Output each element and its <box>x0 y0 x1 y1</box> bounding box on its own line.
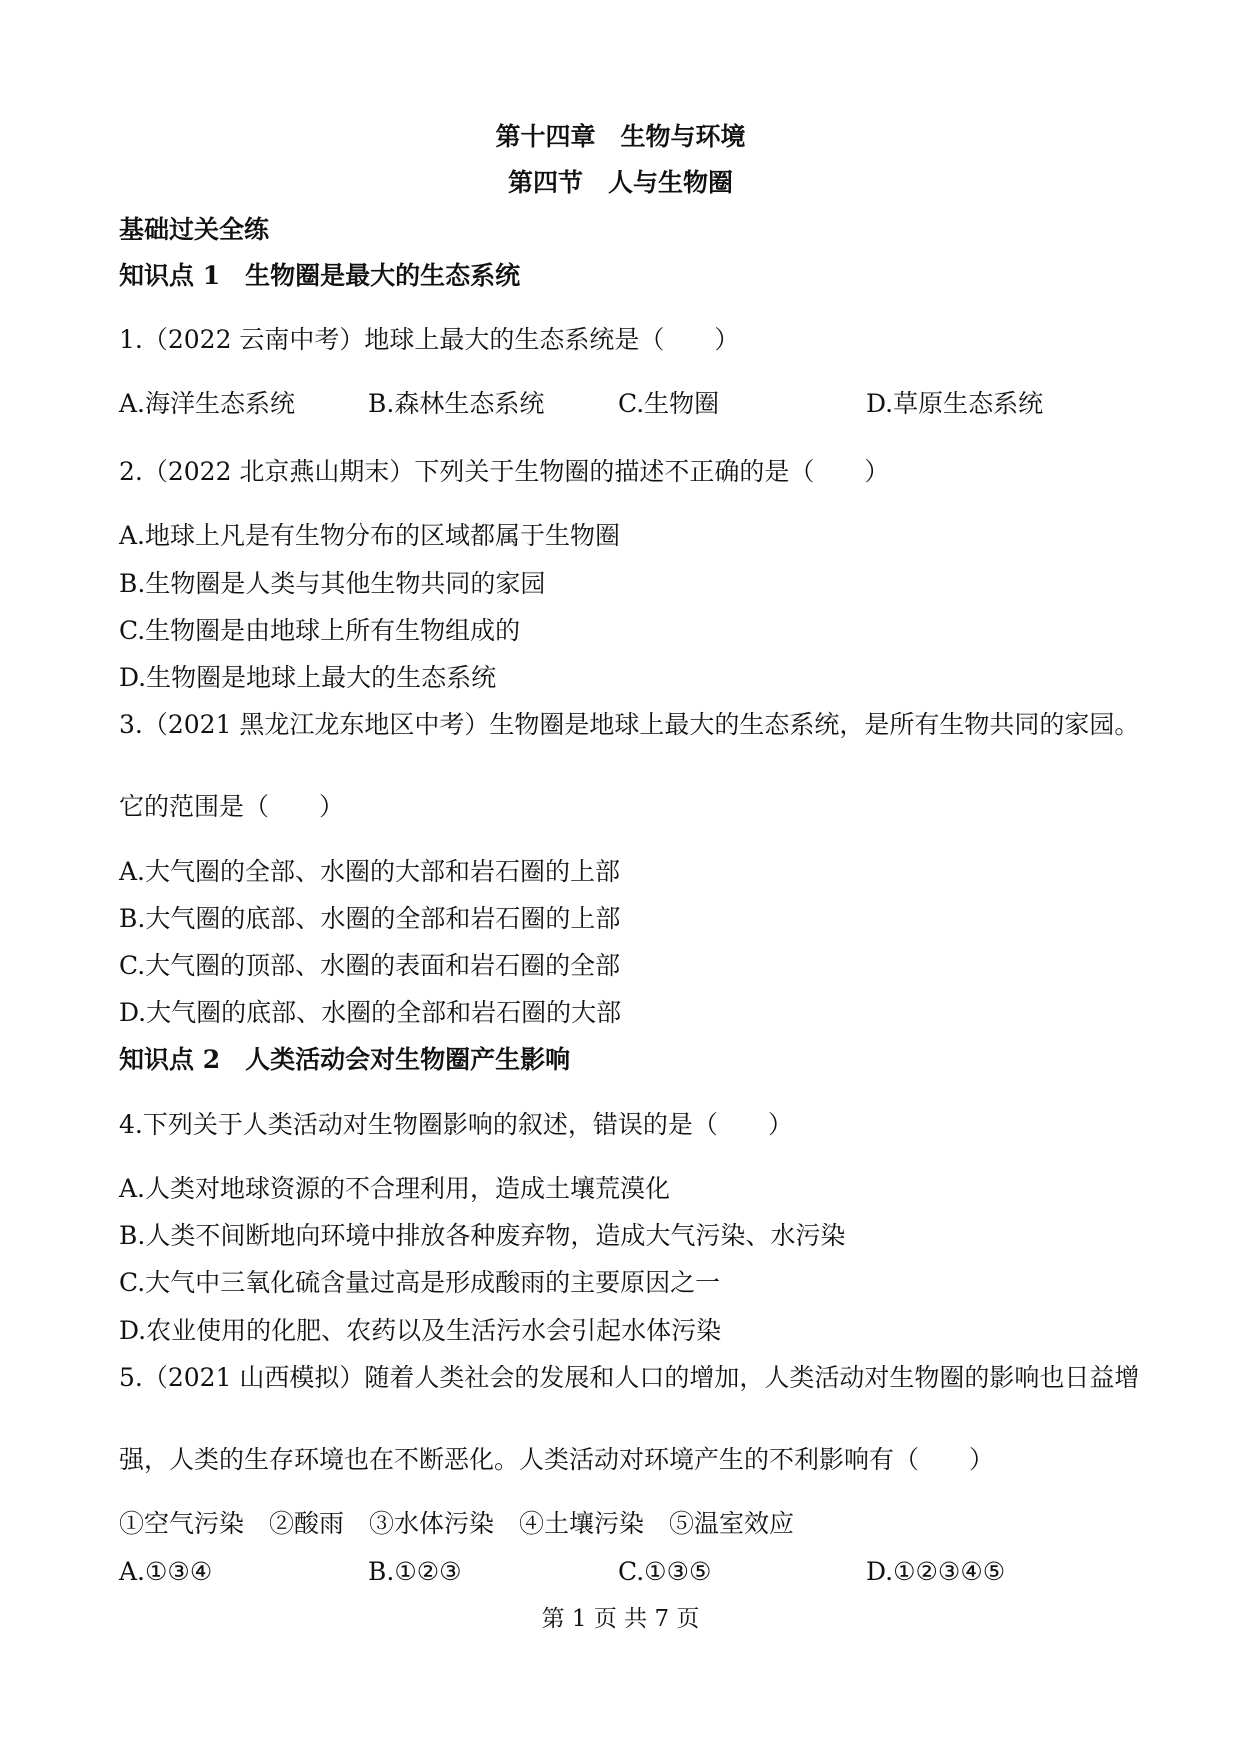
question-3-stem-line-2: 它的范围是（ ） <box>119 792 345 821</box>
question-2-option-a: A.地球上凡是有生物分布的区域都属于生物圈 <box>119 521 621 550</box>
question-3-option-b: B.大气圈的底部、水圈的全部和岩石圈的上部 <box>119 904 621 933</box>
question-5-option-b: B.①②③ <box>368 1557 462 1586</box>
question-5-stem-line-2: 强，人类的生存环境也在不断恶化。人类活动对环境产生的不利影响有（ ） <box>119 1445 995 1474</box>
question-1-stem: 1.（2022 云南中考）地球上最大的生态系统是（ ） <box>119 325 740 354</box>
question-4-option-b: B.人类不间断地向环境中排放各种废弃物，造成大气污染、水污染 <box>119 1221 846 1250</box>
question-1-option-d: D.草原生态系统 <box>866 389 1044 418</box>
question-5-items: ①空气污染 ②酸雨 ③水体污染 ④土壤污染 ⑤温室效应 <box>119 1509 795 1538</box>
question-3-option-d: D.大气圈的底部、水圈的全部和岩石圈的大部 <box>119 998 622 1027</box>
section-title: 第四节 人与生物圈 <box>507 168 733 197</box>
question-1-option-a: A.海洋生态系统 <box>119 389 296 418</box>
question-5-option-c: C.①③⑤ <box>618 1557 712 1586</box>
question-5-stem-line-1: 5.（2021 山西模拟）随着人类社会的发展和人口的增加，人类活动对生物圈的影响也日益增 <box>119 1363 1140 1392</box>
question-4-stem: 4.下列关于人类活动对生物圈影响的叙述，错误的是（ ） <box>119 1110 793 1139</box>
question-4-option-c: C.大气中三氧化硫含量过高是形成酸雨的主要原因之一 <box>119 1268 721 1297</box>
knowledge-point-2-heading: 知识点 2 人类活动会对生物圈产生影响 <box>119 1045 571 1074</box>
question-3-option-c: C.大气圈的顶部、水圈的表面和岩石圈的全部 <box>119 951 621 980</box>
question-2-option-b: B.生物圈是人类与其他生物共同的家园 <box>119 569 546 598</box>
question-5-option-a: A.①③④ <box>119 1557 213 1586</box>
page-footer: 第 1 页 共 7 页 <box>541 1606 700 1632</box>
chapter-title: 第十四章 生物与环境 <box>495 122 746 151</box>
question-1-option-b: B.森林生态系统 <box>368 389 545 418</box>
question-4-option-a: A.人类对地球资源的不合理利用，造成土壤荒漠化 <box>119 1174 671 1203</box>
knowledge-point-1-heading: 知识点 1 生物圈是最大的生态系统 <box>119 261 521 290</box>
question-3-option-a: A.大气圈的全部、水圈的大部和岩石圈的上部 <box>119 857 621 886</box>
question-5-option-d: D.①②③④⑤ <box>866 1557 1006 1586</box>
question-2-option-c: C.生物圈是由地球上所有生物组成的 <box>119 616 521 645</box>
question-2-stem: 2.（2022 北京燕山期末）下列关于生物圈的描述不正确的是（ ） <box>119 457 890 486</box>
question-3-stem-line-1: 3.（2021 黑龙江龙东地区中考）生物圈是地球上最大的生态系统，是所有生物共同的家园。 <box>119 710 1140 739</box>
exercise-type-heading: 基础过关全练 <box>119 215 270 244</box>
question-2-option-d: D.生物圈是地球上最大的生态系统 <box>119 663 497 692</box>
question-1-option-c: C.生物圈 <box>618 389 720 418</box>
question-4-option-d: D.农业使用的化肥、农药以及生活污水会引起水体污染 <box>119 1316 722 1345</box>
